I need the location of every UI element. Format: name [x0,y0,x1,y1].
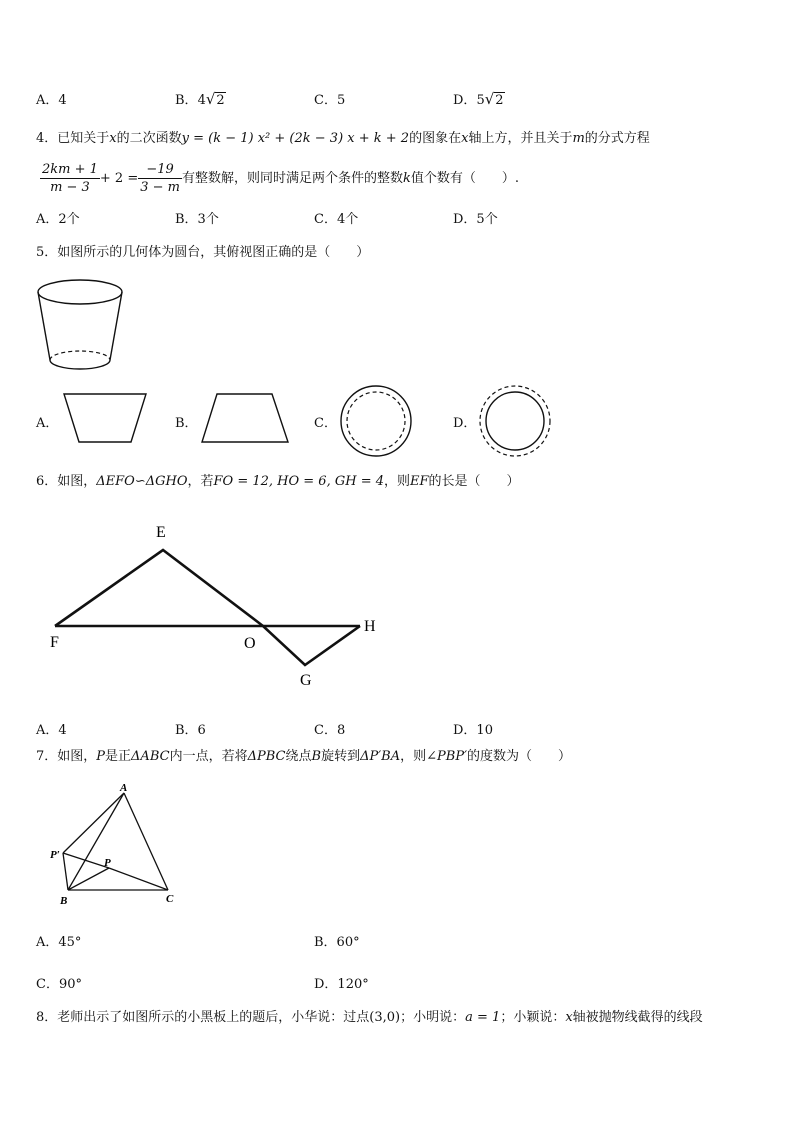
q4-option-c[interactable]: C．4个 [314,212,359,227]
label-a: A [120,782,128,794]
q4-option-a[interactable]: A．2个 [36,212,80,227]
label-h: H [364,618,376,635]
label-p: P [104,857,111,869]
option-d-circles [475,381,555,461]
q3-option-c[interactable]: C．5 [314,93,346,108]
label-p-prime: P′ [50,849,60,861]
q5-stem: 5．如图所示的几何体为圆台，其俯视图正确的是（ ） [36,245,370,260]
sqrt-sign: √ [484,90,495,108]
q7-option-c[interactable]: C．90° [36,977,82,992]
q7-figure [44,778,194,908]
label-b: B [60,895,68,907]
label-g: G [300,672,312,689]
q4-option-d[interactable]: D．5个 [453,212,498,227]
frustum-figure [34,274,134,374]
q4-stem-line2: $\frac{2km + 1}{m - 3}$ + 2 = $\frac{-19}{3 - m}$ 有整数解，则同时满足两个条件的整数k值个数有（ ）. [42,162,520,195]
q4-option-b[interactable]: B．3个 [175,212,219,227]
sqrt-sign: √ [205,90,216,108]
q3-option-b[interactable]: B．4√2 [175,90,225,108]
option-b-trapezoid [198,388,293,448]
q6-option-b[interactable]: B．6 [175,723,206,738]
option-c-circles [336,381,416,461]
q4-fraction-2: $\frac{-19}{3 - m}$ [140,162,180,195]
q6-option-a[interactable]: A．4 [36,723,67,738]
label-c: C [166,893,174,905]
q4-stem-line1: 4．已知关于x的二次函数y = (k − 1) x² + (2k − 3) x + k + 2的图象在x轴上方，并且关于m的分式方程 [36,131,650,146]
q3-option-a[interactable]: A．4 [36,93,67,108]
q8-stem: 8．老师出示了如图所示的小黑板上的题后，小华说：过点(3,0)；小明说：a = 1；小颖说：x轴被抛物线截得的线段 [36,1010,703,1025]
q7-option-a[interactable]: A．45° [36,935,82,950]
option-a-trapezoid [60,388,150,448]
label-e: E [156,524,166,541]
q5-option-c[interactable]: C． [314,416,337,431]
q5-option-b[interactable]: B． [175,416,198,431]
label-f: F [50,634,59,651]
q6-stem: 6．如图，ΔEFO∽ΔGHO，若FO = 12, HO = 6, GH = 4，则EF的长是（ ） [36,474,520,489]
q5-option-d[interactable]: D． [453,416,477,431]
q7-option-b[interactable]: B．60° [314,935,360,950]
q6-figure [40,515,400,695]
q7-stem: 7．如图，P是正ΔABC内一点，若将ΔPBC绕点B旋转到ΔP′BA，则∠PBP′的度数为（ ） [36,749,572,764]
q7-option-d[interactable]: D．120° [314,977,369,992]
q5-option-a[interactable]: A． [36,416,59,431]
q6-option-d[interactable]: D．10 [453,723,493,738]
q3-option-d[interactable]: D．5√2 [453,90,504,108]
label-o: O [244,635,256,652]
q6-option-c[interactable]: C．8 [314,723,346,738]
q4-fraction-1: $\frac{2km + 1}{m - 3}$ [42,162,98,195]
